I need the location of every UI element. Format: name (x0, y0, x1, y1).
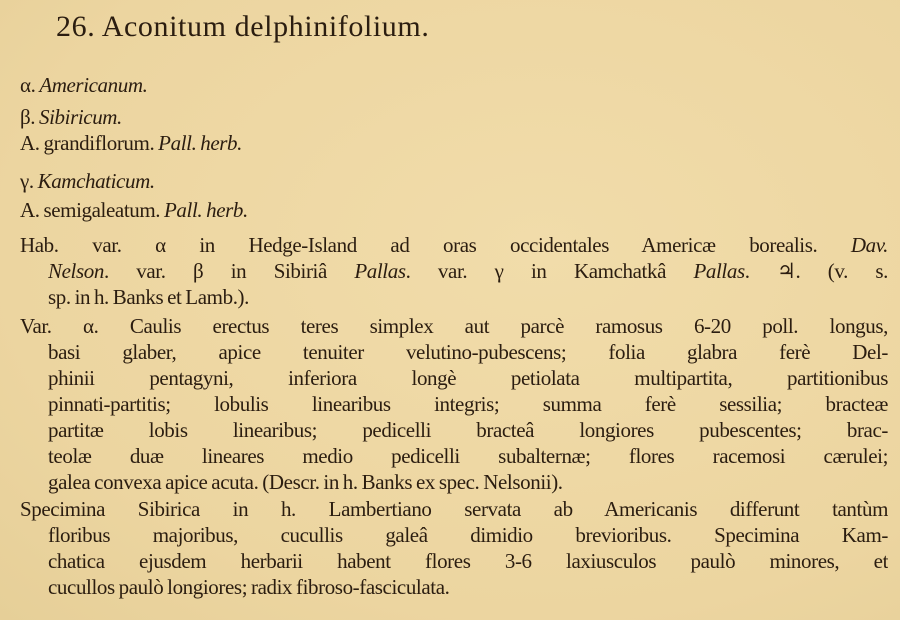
text-segment: . var. β in Sibiriâ (103, 259, 355, 283)
italic-text: Pall. herb. (158, 131, 243, 155)
text-segment: cucullos paulò longiores; radix fibroso-fasciculata. (48, 575, 450, 599)
paragraph-line (20, 232, 888, 258)
text-segment: Specimina Sibirica in h. Lambertiano servata ab Americanis differunt tantùm (20, 497, 888, 521)
variety-line (20, 168, 155, 194)
paragraph-line (48, 391, 888, 417)
text-segment: γ. (20, 169, 38, 193)
text-segment: β. (20, 105, 39, 129)
text-segment: A. semigaleatum. (20, 198, 164, 222)
species-heading: 26. Aconitum delphinifolium. (56, 10, 430, 43)
italic-text: Pall. herb. (164, 198, 248, 222)
text-segment: floribus majoribus, cucullis galeâ dimidio brevioribus. Specimina Kam- (48, 523, 888, 547)
italic-text: Pallas (354, 259, 406, 283)
text-segment: teolæ duæ lineares medio pedicelli subalternæ; flores racemosi cærulei; (48, 444, 888, 468)
italic-text: Nelson (48, 259, 104, 283)
text-segment: Var. α. Caulis erectus teres simplex aut parcè ramosus 6-20 poll. longus, (20, 314, 888, 338)
paragraph-line (20, 496, 888, 522)
paragraph-line (48, 443, 888, 469)
text-segment: . var. γ in Kamchatkâ (405, 259, 694, 283)
variety-line (20, 104, 122, 130)
text-segment: sp. in h. Banks et Lamb.). (48, 285, 249, 309)
text-segment: pinnati-partitis; lobulis linearibus integris; summa ferè sessilia; bracteæ (48, 392, 888, 416)
text-segment: partitæ lobis linearibus; pedicelli bracteâ longiores pubescentes; brac- (48, 418, 888, 442)
paragraph-line (48, 469, 563, 495)
text-segment: . ♃. (v. s. (744, 259, 888, 283)
variety-line (20, 72, 147, 98)
text-segment: phinii pentagyni, inferiora longè petiolata multipartita, partitionibus (48, 366, 888, 390)
italic-text: Pallas (693, 259, 745, 283)
paragraph-line (48, 365, 888, 391)
text-segment: Hab. var. α in Hedge-Island ad oras occidentales Americæ borealis. (20, 233, 851, 257)
text-segment: chatica ejusdem herbarii habent flores 3-6 laxiusculos paulò minores, et (48, 549, 888, 573)
italic-text: Dav. (850, 233, 888, 257)
text-segment: basi glaber, apice tenuiter velutino-pubescens; folia glabra ferè Del- (48, 340, 888, 364)
paragraph-line (48, 258, 888, 284)
variety-line (20, 197, 248, 223)
paragraph-line (48, 548, 888, 574)
text-segment: A. grandiflorum. (20, 131, 159, 155)
text-segment: galea convexa apice acuta. (Descr. in h. Banks ex spec. Nelsonii). (48, 470, 563, 494)
italic-text: Kamchaticum. (37, 169, 155, 193)
paragraph-line (48, 284, 249, 310)
variety-line (20, 130, 242, 156)
paragraph-line (48, 574, 450, 600)
paragraph-line (48, 522, 888, 548)
italic-text: Sibiricum. (39, 105, 122, 129)
paragraph-line (48, 417, 888, 443)
paragraph-line (20, 313, 888, 339)
italic-text: Americanum. (39, 73, 148, 97)
paragraph-line (48, 339, 888, 365)
text-segment: α. (20, 73, 40, 97)
